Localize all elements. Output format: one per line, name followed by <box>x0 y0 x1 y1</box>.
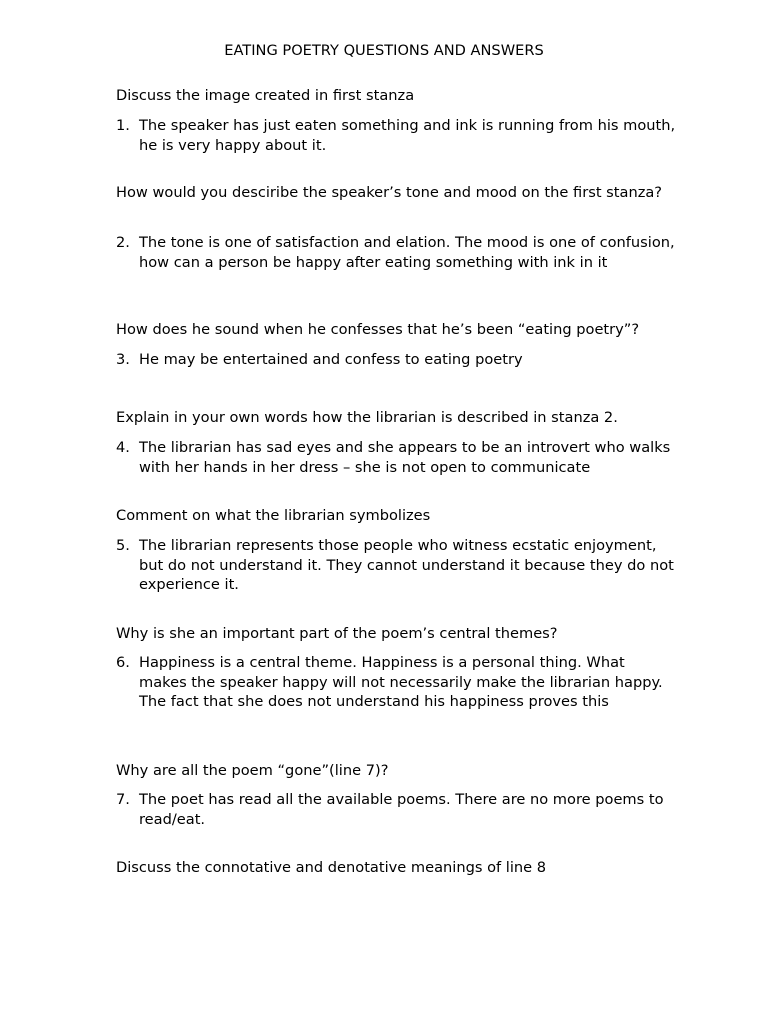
answer-text: The librarian has sad eyes and she appears to be an introvert who walks with her hands in her dress – she is not open to communicate <box>139 439 671 476</box>
question-2: How would you desciribe the speaker’s tone and mood on the first stanza? <box>116 184 663 201</box>
answer-text: Happiness is a central theme. Happiness is a personal thing. What makes the speaker happy will not necessarily make the librarian happy. The fact that she does not understand his happiness proves this <box>139 654 663 710</box>
question-3: How does he sound when he confesses that he’s been “eating poetry”? <box>116 321 640 338</box>
answer-number: 6. <box>116 654 130 671</box>
answer-text: The speaker has just eaten something and ink is running from his mouth, he is very happy about it. <box>139 117 676 154</box>
question-8: Discuss the connotative and denotative meanings of line 8 <box>116 859 547 876</box>
question-5: Comment on what the librarian symbolizes <box>116 507 431 524</box>
answer-3 <box>116 350 676 370</box>
answer-text: The librarian represents those people who witness ecstatic enjoyment, but do not understand it. They cannot understand it because they do not experience it. <box>139 537 674 593</box>
answer-1 <box>116 116 676 155</box>
answer-text: The tone is one of satisfaction and elation. The mood is one of confusion, how can a person be happy after eating something with ink in it <box>139 234 675 271</box>
question-7: Why are all the poem “gone”(line 7)? <box>116 762 389 779</box>
answer-6 <box>116 653 676 712</box>
answer-number: 5. <box>116 537 130 554</box>
answer-4 <box>116 438 676 477</box>
answer-number: 7. <box>116 791 130 808</box>
question-6: Why is she an important part of the poem’s central themes? <box>116 625 558 642</box>
answer-text: He may be entertained and confess to eating poetry <box>139 351 523 368</box>
question-4: Explain in your own words how the librarian is described in stanza 2. <box>116 409 618 426</box>
answer-5 <box>116 536 676 595</box>
answer-7 <box>116 790 676 829</box>
document-title: EATING POETRY QUESTIONS AND ANSWERS <box>224 42 544 59</box>
answer-number: 2. <box>116 234 130 251</box>
answer-text: The poet has read all the available poems. There are no more poems to read/eat. <box>139 791 664 828</box>
answer-number: 1. <box>116 117 130 134</box>
answer-number: 3. <box>116 351 130 368</box>
answer-2 <box>116 233 676 272</box>
answer-number: 4. <box>116 439 130 456</box>
question-1: Discuss the image created in first stanza <box>116 87 415 104</box>
